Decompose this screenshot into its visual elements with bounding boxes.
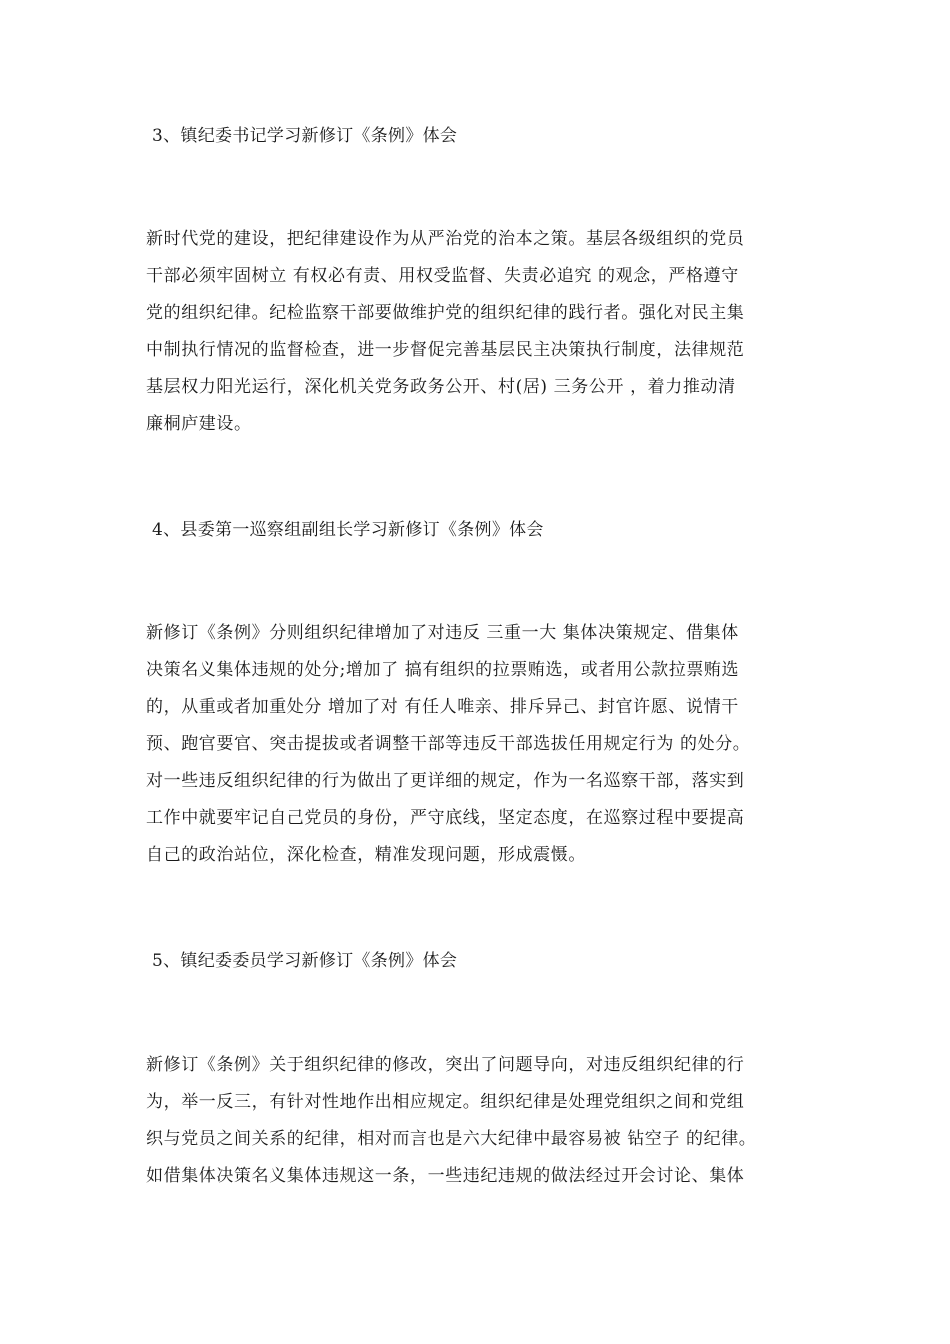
body-line: 基层权力阳光运行，深化机关党务政务公开、村(居) 三务公开 ，着力推动清 [146, 377, 736, 397]
body-line: 如借集体决策名义集体违规这一条，一些违纪违规的做法经过开会讨论、集体 [146, 1166, 745, 1186]
body-line: 预、跑官要官、突击提拔或者调整干部等违反干部选拔任用规定行为 的处分。 [146, 734, 751, 754]
body-line: 中制执行情况的监督检查，进一步督促完善基层民主决策执行制度，法律规范 [146, 340, 745, 360]
section-body-5 [146, 1047, 810, 1195]
body-line: 的，从重或者加重处分 增加了对 有任人唯亲、排斥异己、封官许愿、说情干 [146, 697, 739, 717]
body-line: 决策名义集体违规的处分;增加了 搞有组织的拉票贿选，或者用公款拉票贿选 [146, 660, 740, 680]
section-body-4 [146, 615, 810, 874]
section-body-3 [146, 221, 810, 443]
section-heading-4: 4、县委第一巡察组副组长学习新修订《条例》体会 [152, 520, 544, 540]
body-line: 工作中就要牢记自己党员的身份，严守底线，坚定态度，在巡察过程中要提高 [146, 808, 745, 828]
body-line: 自己的政治站位，深化检查，精准发现问题，形成震慑。 [146, 845, 586, 865]
body-line: 党的组织纪律。纪检监察干部要做维护党的组织纪律的践行者。强化对民主集 [146, 303, 745, 323]
body-line: 对一些违反组织纪律的行为做出了更详细的规定，作为一名巡察干部，落实到 [146, 771, 745, 791]
body-line: 新时代党的建设，把纪律建设作为从严治党的治本之策。基层各级组织的党员 [146, 229, 745, 249]
body-line: 干部必须牢固树立 有权必有责、用权受监督、失责必追究 的观念，严格遵守 [146, 266, 739, 286]
body-line: 新修订《条例》分则组织纪律增加了对违反 三重一大 集体决策规定、借集体 [146, 623, 739, 643]
section-heading-3: 3、镇纪委书记学习新修订《条例》体会 [152, 126, 458, 146]
body-line: 为，举一反三，有针对性地作出相应规定。组织纪律是处理党组织之间和党组 [146, 1092, 745, 1112]
body-line: 新修订《条例》关于组织纪律的修改，突出了问题导向，对违反组织纪律的行 [146, 1055, 745, 1075]
body-line: 廉桐庐建设。 [146, 414, 252, 434]
body-line: 织与党员之间关系的纪律，相对而言也是六大纪律中最容易被 钻空子 的纪律。 [146, 1129, 757, 1149]
section-heading-5: 5、镇纪委委员学习新修订《条例》体会 [152, 951, 458, 971]
